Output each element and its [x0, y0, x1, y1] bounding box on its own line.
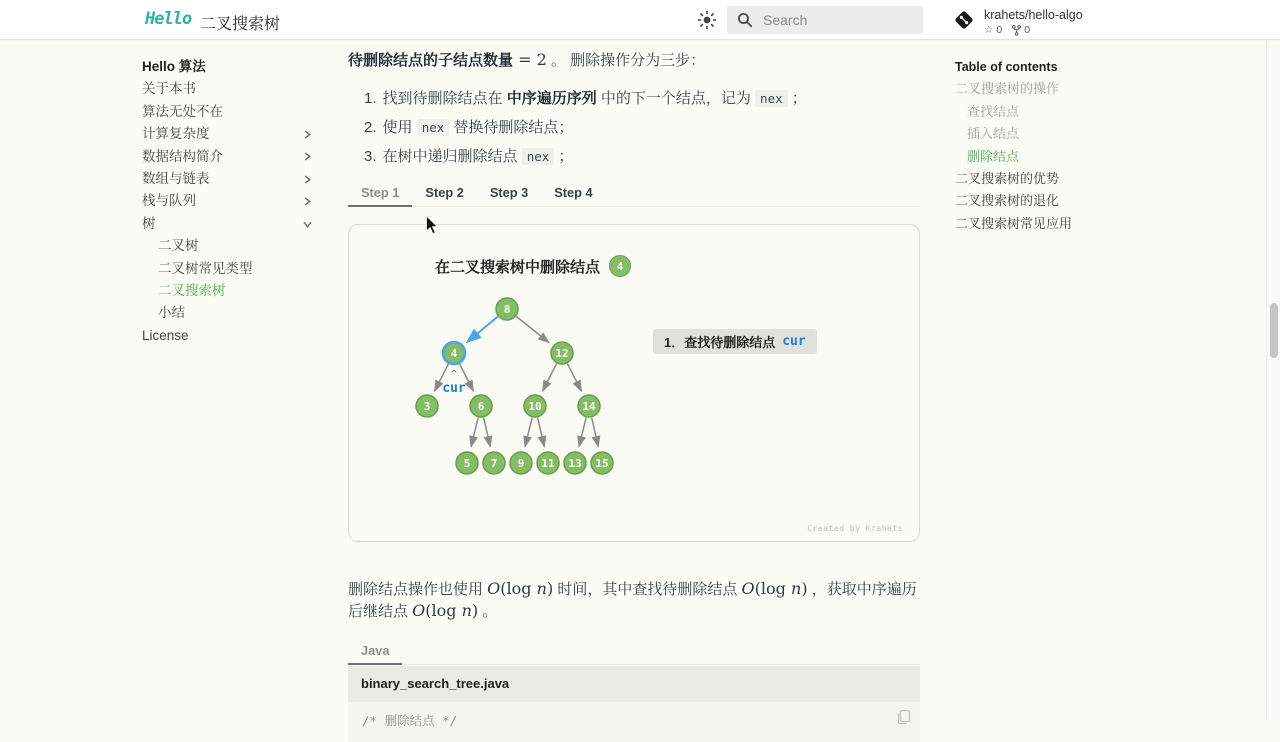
- sidebar-item-label: License: [142, 327, 189, 343]
- intro-paragraph: [348, 49, 928, 71]
- sidebar-item-4[interactable]: [142, 146, 314, 168]
- code-filename: binary_search_tree.java: [361, 676, 510, 691]
- tab-java[interactable]: Java: [348, 638, 402, 664]
- text-run: 在树中递归删除结点: [382, 148, 522, 165]
- list-item-3: [364, 142, 924, 171]
- sidebar-item-10[interactable]: [142, 280, 314, 302]
- table-of-contents: [955, 56, 1133, 235]
- sidebar-item-11[interactable]: [142, 302, 314, 324]
- sidebar-nav: [142, 56, 314, 347]
- repo-name: krahets/hello-algo: [984, 8, 1083, 22]
- tree-node-value-14: 14: [582, 400, 596, 413]
- bst-tree-diagram: [349, 225, 921, 543]
- toc-item-2[interactable]: 插入结点: [967, 126, 1020, 142]
- code-line: /* 删除结点 */: [362, 713, 458, 728]
- tab-step-4[interactable]: Step 4: [554, 185, 593, 200]
- git-repo-icon: [954, 10, 974, 30]
- tree-edge-10-9: [525, 418, 532, 447]
- chevron-down-icon: [303, 220, 312, 229]
- chevron-right-icon: [303, 152, 312, 161]
- list-item-number: 1.: [364, 90, 377, 107]
- toc-item-3[interactable]: 删除结点: [967, 148, 1020, 164]
- sidebar-item-label: 二叉树常见类型: [158, 260, 253, 276]
- list-item-1: [364, 84, 924, 113]
- sidebar-item-label: 数组与链表: [142, 171, 210, 187]
- figure-watermark: Created by Krahets: [807, 524, 903, 533]
- repo-info: [984, 6, 1083, 36]
- tree-edge-8-12: [516, 316, 548, 342]
- star-icon: ☆: [984, 24, 994, 36]
- copy-code-button[interactable]: [896, 709, 912, 725]
- step-tabs: [348, 180, 920, 207]
- text-run: ，获取中序遍历后继结点: [348, 581, 917, 620]
- tree-node-value-3: 3: [423, 400, 431, 413]
- bold-text: 待删除结点的子结点数量: [348, 52, 514, 69]
- sidebar-item-label: 二叉树: [158, 238, 199, 254]
- toc-item-6[interactable]: 二叉搜索树常见应用: [955, 215, 1073, 231]
- sidebar-item-1[interactable]: [142, 78, 314, 100]
- sidebar-item-label: 计算复杂度: [142, 126, 210, 142]
- list-item-number: 3.: [364, 148, 377, 165]
- sidebar-item-label: 算法无处不在: [142, 103, 223, 119]
- tree-node-value-10: 10: [528, 400, 542, 413]
- sidebar-item-label: Hello 算法: [142, 59, 206, 74]
- sidebar-item-label: 栈与队列: [142, 193, 196, 209]
- tree-edge-6-5: [471, 418, 478, 447]
- callout-text: 1．查找待删除结点: [664, 335, 776, 350]
- tree-edge-8-4: [467, 317, 498, 342]
- search-input[interactable]: [763, 6, 913, 34]
- steps-ordered-list: [364, 84, 924, 171]
- tree-node-value-11: 11: [541, 457, 555, 470]
- site-logo[interactable]: Hello: [145, 9, 192, 29]
- sidebar-item-label: 数据结构简介: [142, 148, 223, 164]
- toc-item-0[interactable]: 二叉搜索树的操作: [955, 81, 1060, 97]
- figure-title: 在二叉搜索树中删除结点: [435, 258, 601, 276]
- sidebar-item-7[interactable]: [142, 213, 314, 235]
- sidebar-item-2[interactable]: [142, 101, 314, 123]
- sidebar-item-3[interactable]: [142, 123, 314, 145]
- tree-edge-12-14: [567, 364, 581, 391]
- inline-code: nex: [755, 90, 788, 107]
- sidebar-item-9[interactable]: [142, 258, 314, 280]
- sidebar-item-8[interactable]: [142, 235, 314, 257]
- search-icon: [737, 12, 753, 28]
- tree-edge-6-7: [484, 418, 491, 447]
- chevron-right-icon: [303, 130, 312, 139]
- page-scrollbar-track[interactable]: [1266, 0, 1280, 720]
- math-expression: O(log n): [412, 601, 479, 620]
- chevron-right-icon: [303, 197, 312, 206]
- toc-item-4[interactable]: 二叉搜索树的优势: [955, 171, 1060, 187]
- text-run: 中的下一个结点，记为: [596, 90, 756, 107]
- header: [0, 0, 1280, 40]
- sun-icon: [696, 9, 718, 31]
- math-expression: O(log n): [487, 579, 554, 598]
- sidebar-item-label: 小结: [158, 305, 185, 321]
- text-run: 找到待删除结点在: [382, 90, 507, 107]
- tab-step-1[interactable]: Step 1: [348, 180, 412, 206]
- tree-node-value-6: 6: [477, 400, 485, 413]
- tree-node-value-9: 9: [517, 457, 525, 470]
- text-run: ；: [554, 148, 574, 165]
- code-block-header: [348, 666, 920, 702]
- tree-node-value-12: 12: [555, 347, 569, 360]
- search-box: [727, 6, 923, 34]
- sidebar-item-6[interactable]: [142, 190, 314, 212]
- callout-code: cur: [782, 334, 806, 349]
- toc-items: [955, 78, 1133, 235]
- tree-edge-10-11: [538, 418, 545, 447]
- math-expression: = 2: [518, 50, 547, 69]
- text-run: 。 删除操作分为三步：: [546, 52, 706, 69]
- language-tabs: [348, 638, 920, 665]
- bst-figure: [348, 224, 920, 542]
- tree-edge-14-15: [592, 418, 599, 447]
- text-run: 使用: [382, 119, 417, 136]
- repo-stars: ☆ 0: [984, 24, 1003, 36]
- toc-title: Table of contents: [955, 60, 1058, 74]
- list-item-2: [364, 113, 924, 142]
- math-expression: O(log n): [741, 579, 808, 598]
- tree-node-value-5: 5: [463, 457, 471, 470]
- figure-badge-node: 4: [609, 255, 631, 277]
- page-title: 二叉搜索树: [200, 16, 281, 33]
- text-run: 删除结点操作也使用: [348, 581, 488, 598]
- bold-text: 中序遍历序列: [506, 90, 597, 107]
- tree-node-value-4: 4: [450, 347, 458, 360]
- text-run: 替换待删除结点；: [449, 119, 574, 136]
- tree-node-value-13: 13: [568, 457, 582, 470]
- sidebar-item-label: 树: [142, 215, 156, 231]
- outro-paragraph: [348, 578, 926, 622]
- toc-item-1[interactable]: 查找结点: [967, 103, 1020, 119]
- sidebar-item-5[interactable]: [142, 168, 314, 190]
- tree-node-value-7: 7: [490, 457, 498, 470]
- repo-stats: [984, 24, 1083, 36]
- repo-forks: 0: [1012, 24, 1030, 36]
- repo-link[interactable]: [954, 6, 1083, 36]
- tree-edge-12-10: [543, 364, 557, 391]
- sidebar-item-label: 二叉搜索树: [158, 283, 226, 299]
- page-scrollbar-thumb[interactable]: [1270, 303, 1278, 358]
- fork-icon: [1012, 25, 1021, 36]
- figure-step-callout: [653, 329, 817, 354]
- text-run: ；: [787, 90, 807, 107]
- tab-step-3[interactable]: Step 3: [489, 185, 529, 200]
- tree-node-value-8: 8: [503, 303, 511, 316]
- sidebar-item-0: [142, 56, 314, 78]
- theme-toggle-button[interactable]: [696, 9, 718, 31]
- text-run: 。: [478, 603, 498, 620]
- inline-code: nex: [522, 148, 555, 165]
- pointer-caret-icon: ^: [450, 369, 458, 380]
- inline-code: nex: [417, 119, 450, 136]
- sidebar-item-12[interactable]: [142, 325, 314, 347]
- toc-item-5[interactable]: 二叉搜索树的退化: [955, 193, 1060, 209]
- tree-node-value-15: 15: [595, 457, 609, 470]
- text-run: 时间，其中查找待删除结点: [553, 581, 742, 598]
- chevron-right-icon: [303, 175, 312, 184]
- tab-step-2[interactable]: Step 2: [425, 185, 464, 200]
- code-block: [348, 702, 920, 742]
- list-item-number: 2.: [364, 119, 377, 136]
- tree-edge-14-13: [579, 418, 586, 447]
- pointer-label: cur: [442, 381, 466, 396]
- sidebar-item-label: 关于本书: [142, 81, 196, 97]
